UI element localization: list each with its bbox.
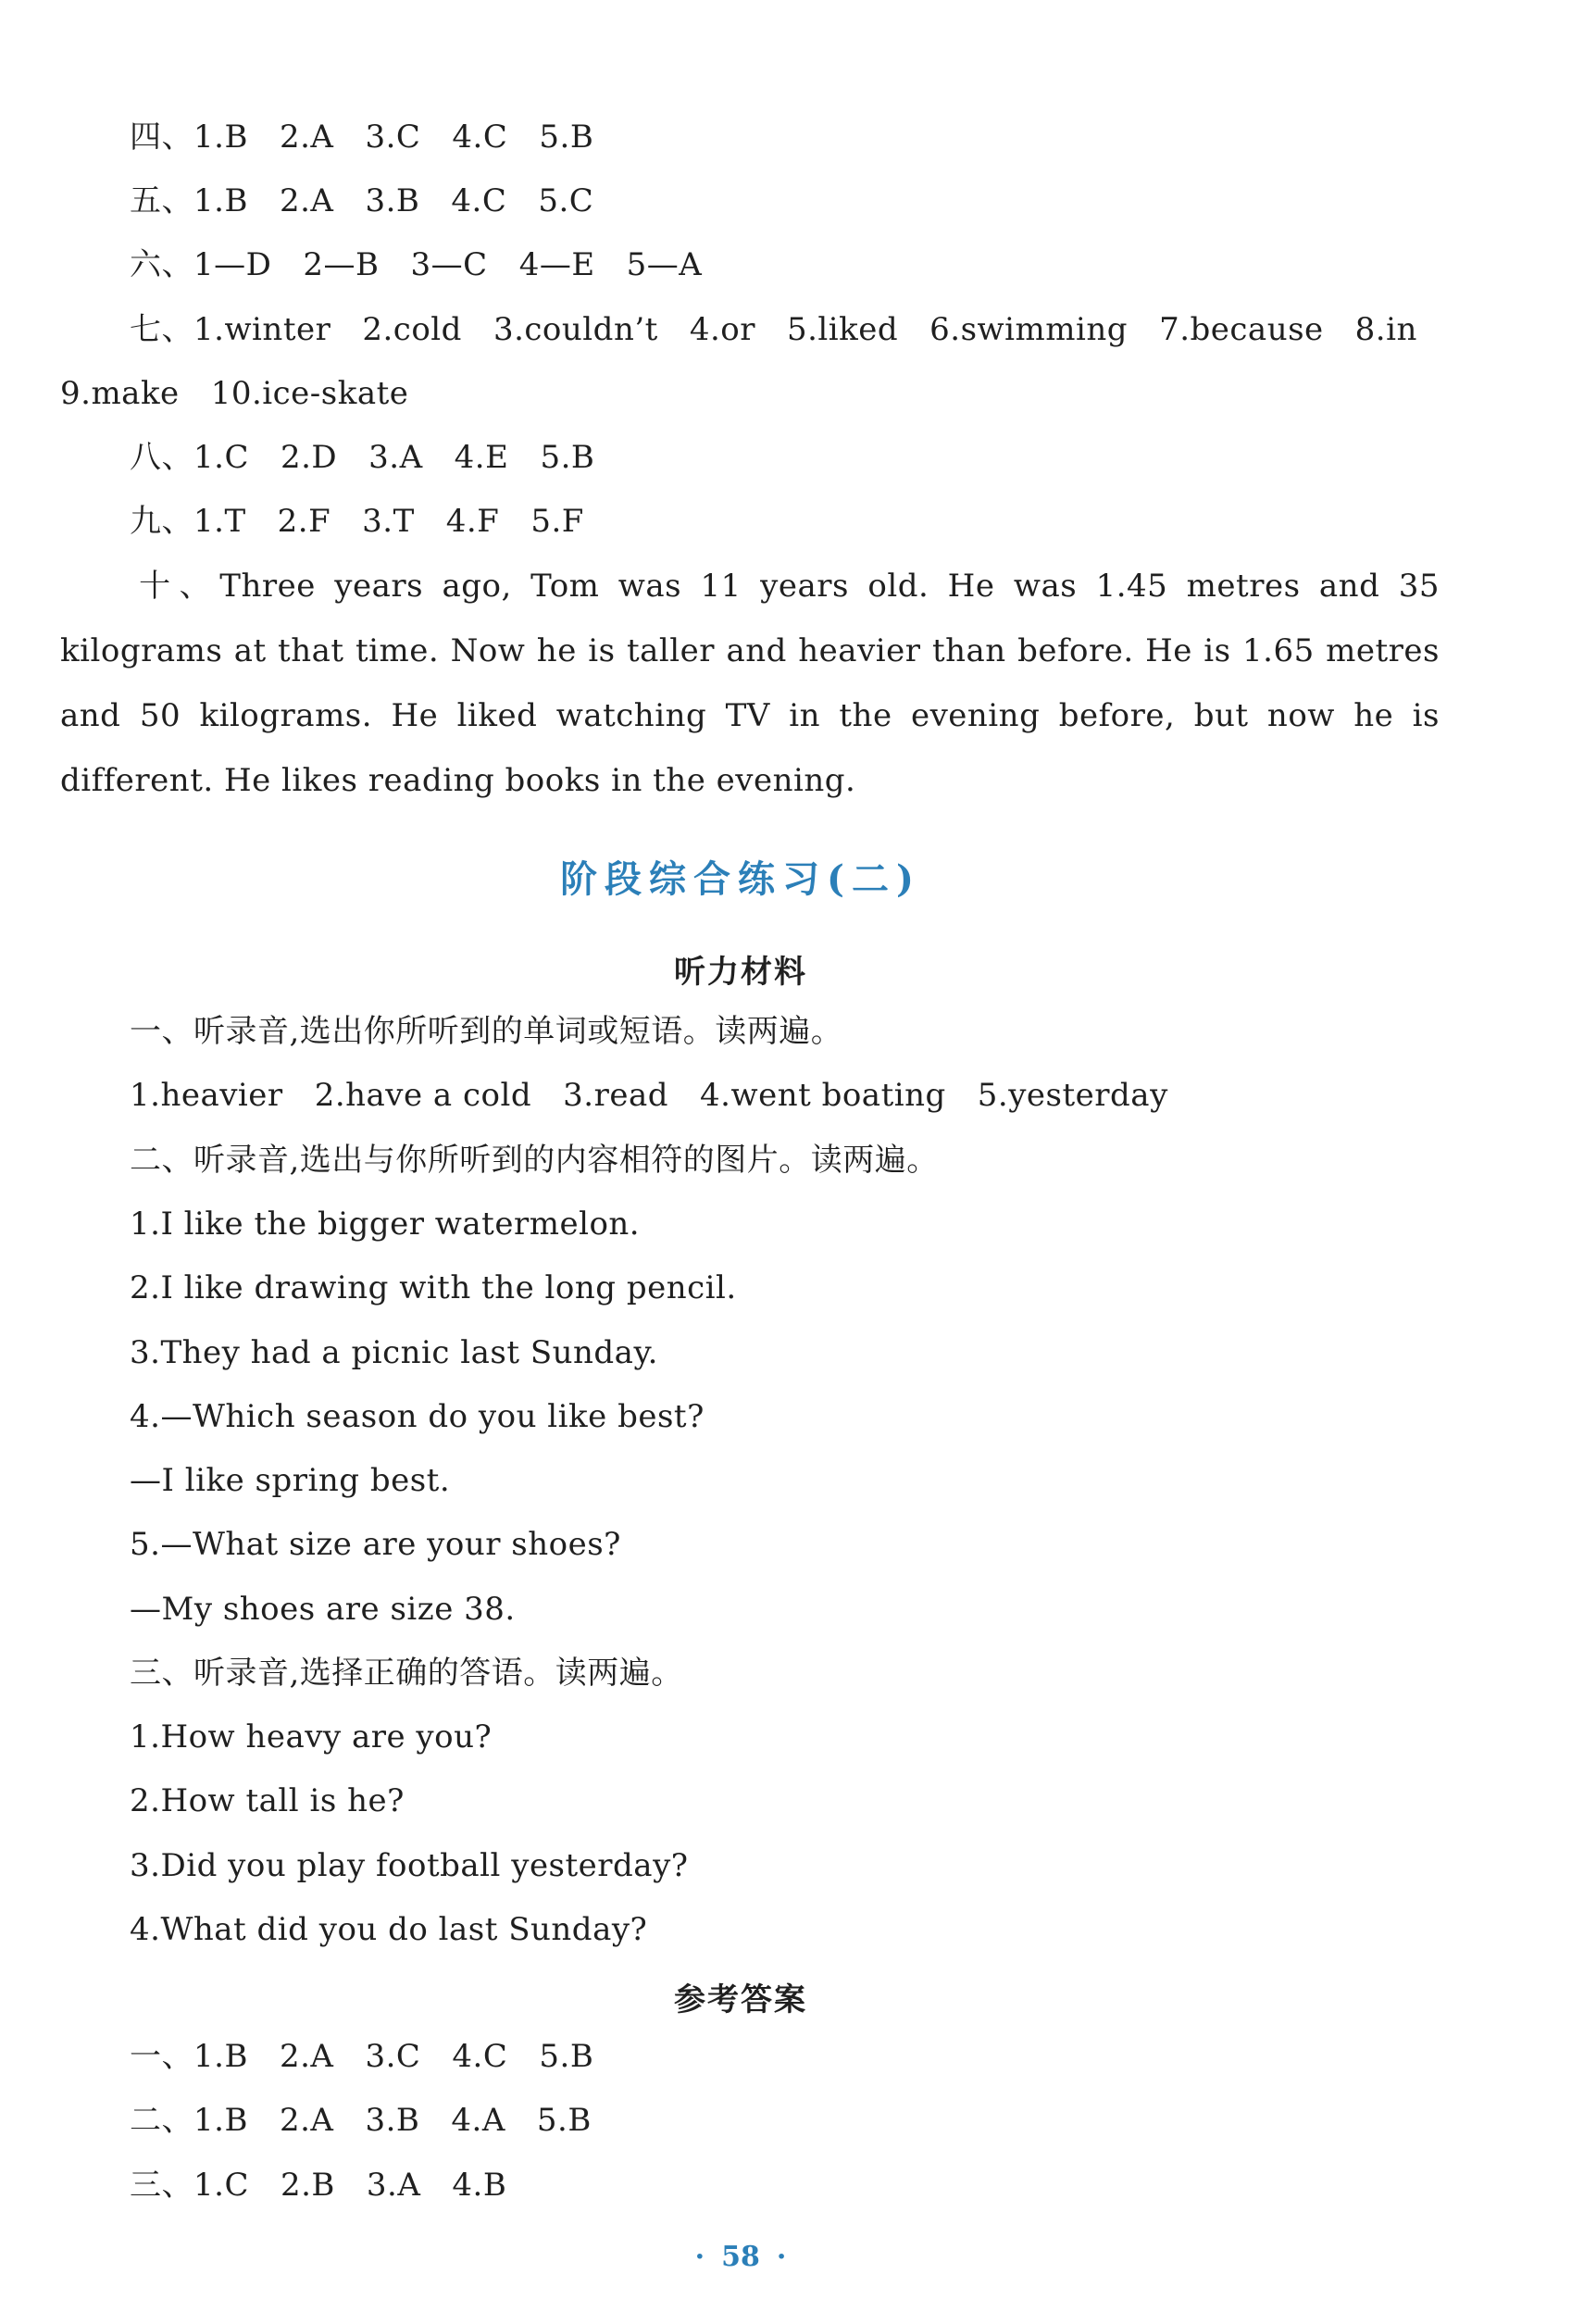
row-label: 七、 <box>130 311 193 348</box>
answer-item: 4.A <box>451 2102 505 2139</box>
answer-item: 9.make <box>60 375 180 412</box>
paragraph-text: Three years ago, Tom was 11 years old. He was 1.45 metres and 35 kilograms at that time. Now he is taller and heavier than before. He is 1.65 metres and 50 kilograms. He liked watching TV in the evening before, but now he is different. He likes reading books in the evening. <box>60 568 1441 799</box>
answer-item: 1.B <box>193 2038 248 2075</box>
answer-item: 5.B <box>539 2038 594 2075</box>
answer-item: 1.T <box>193 503 246 540</box>
bullet-icon: · <box>776 2241 787 2273</box>
answer-item: 2.A <box>279 2102 334 2139</box>
listening-line: 3.Did you play football yesterday? <box>130 1847 689 1884</box>
answer-item: 2.F <box>277 503 331 540</box>
answer-item: 7.because <box>1159 311 1324 348</box>
answer-row-8 <box>130 439 594 476</box>
answer-item: 4.C <box>452 119 508 156</box>
listening-line: 4.—Which season do you like best? <box>130 1398 705 1435</box>
row-label: 八、 <box>130 439 193 476</box>
answer-item: 10.ice-skate <box>210 375 409 412</box>
listening-line: 1.How heavy are you? <box>130 1718 493 1755</box>
answer-item: 2.B <box>280 2167 335 2204</box>
answer-item: 5.C <box>538 182 594 219</box>
listening-items-1 <box>130 1077 1168 1114</box>
answer-row-9 <box>130 503 584 540</box>
answer-item: 3.A <box>368 439 423 476</box>
answer-row-6 <box>130 246 702 283</box>
listening-item: 2.have a cold <box>314 1077 532 1114</box>
listening-line: 5.—What size are your shoes? <box>130 1526 621 1563</box>
answer-item: 2—B <box>303 246 380 283</box>
row-label: 五、 <box>130 182 193 219</box>
listening-line: 4.What did you do last Sunday? <box>130 1911 648 1948</box>
listening-item: 1.heavier <box>130 1077 283 1114</box>
row-label: 二、 <box>130 2102 193 2139</box>
answer-item: 3.couldn’t <box>493 311 658 348</box>
answer-item: 3.B <box>365 182 420 219</box>
answer-item: 4—E <box>518 246 595 283</box>
answer-item: 2.D <box>280 439 338 476</box>
answer-item: 3.C <box>365 119 421 156</box>
listening-heading: 听力材料 <box>674 954 807 991</box>
answers-heading: 参考答案 <box>674 1981 807 2018</box>
answer-item: 5.B <box>536 2102 592 2139</box>
row-label: 一、 <box>130 2038 193 2075</box>
answer-item: 1.B <box>193 119 248 156</box>
listening-item: 3.read <box>563 1077 669 1114</box>
answer-item: 5.B <box>539 119 594 156</box>
answer-row-a3 <box>130 2167 506 2204</box>
page-number: 58 <box>721 2241 760 2273</box>
row-label: 九、 <box>130 503 193 540</box>
row-label: 三、 <box>130 2167 193 2204</box>
listening-instruction-2: 二、听录音,选出与你所听到的内容相符的图片。读两遍。 <box>130 1142 939 1179</box>
listening-instruction-1: 一、听录音,选出你所听到的单词或短语。读两遍。 <box>130 1013 843 1050</box>
row-label: 四、 <box>130 119 193 156</box>
answer-item: 3.T <box>362 503 415 540</box>
answer-row-5 <box>130 182 593 219</box>
listening-line: 3.They had a picnic last Sunday. <box>130 1334 658 1371</box>
listening-line: 1.I like the bigger watermelon. <box>130 1206 641 1243</box>
answer-row-a2 <box>130 2102 592 2139</box>
answer-item: 2.A <box>279 119 334 156</box>
answer-row-7 <box>130 311 1417 348</box>
answer-item: 2.cold <box>362 311 462 348</box>
answer-row-4 <box>130 119 593 156</box>
section-title: 阶段综合练习(二) <box>560 857 921 901</box>
answer-item: 4.B <box>452 2167 507 2204</box>
row-label: 六、 <box>130 246 193 283</box>
answer-item: 5.F <box>530 503 584 540</box>
answer-item: 3.B <box>365 2102 420 2139</box>
listening-instruction-3: 三、听录音,选择正确的答语。读两遍。 <box>130 1655 683 1692</box>
listening-item: 4.went boating <box>700 1077 946 1114</box>
answer-item: 8.in <box>1354 311 1417 348</box>
answer-item: 1.C <box>193 2167 249 2204</box>
answer-item: 1—D <box>193 246 272 283</box>
answer-item: 6.swimming <box>929 311 1129 348</box>
answer-item: 4.F <box>445 503 500 540</box>
answer-item: 1.B <box>193 2102 248 2139</box>
listening-line: 2.How tall is he? <box>130 1782 405 1819</box>
answer-row-7-cont <box>60 375 408 412</box>
answer-item: 5.liked <box>786 311 899 348</box>
listening-line: 2.I like drawing with the long pencil. <box>130 1269 737 1306</box>
answer-item: 2.A <box>279 2038 334 2075</box>
answer-item: 1.C <box>193 439 249 476</box>
bullet-icon: · <box>694 2241 705 2273</box>
answer-item: 5—A <box>626 246 703 283</box>
answer-item: 4.E <box>454 439 509 476</box>
row-label: 十、 <box>131 568 220 605</box>
answer-item: 3.C <box>365 2038 421 2075</box>
answer-row-a1 <box>130 2038 593 2075</box>
answer-item: 3—C <box>410 246 488 283</box>
page-number-footer <box>0 2241 1481 2273</box>
answer-item: 1.B <box>193 182 248 219</box>
answer-paragraph-10 <box>60 554 1440 813</box>
listening-line: —I like spring best. <box>130 1462 451 1499</box>
answer-item: 2.A <box>279 182 334 219</box>
answer-item: 5.B <box>540 439 595 476</box>
listening-line: —My shoes are size 38. <box>130 1591 516 1628</box>
answer-item: 3.A <box>366 2167 421 2204</box>
answer-item: 4.C <box>452 2038 508 2075</box>
listening-item: 5.yesterday <box>977 1077 1168 1114</box>
answer-item: 1.winter <box>193 311 331 348</box>
answer-item: 4.C <box>451 182 507 219</box>
answer-item: 4.or <box>689 311 755 348</box>
